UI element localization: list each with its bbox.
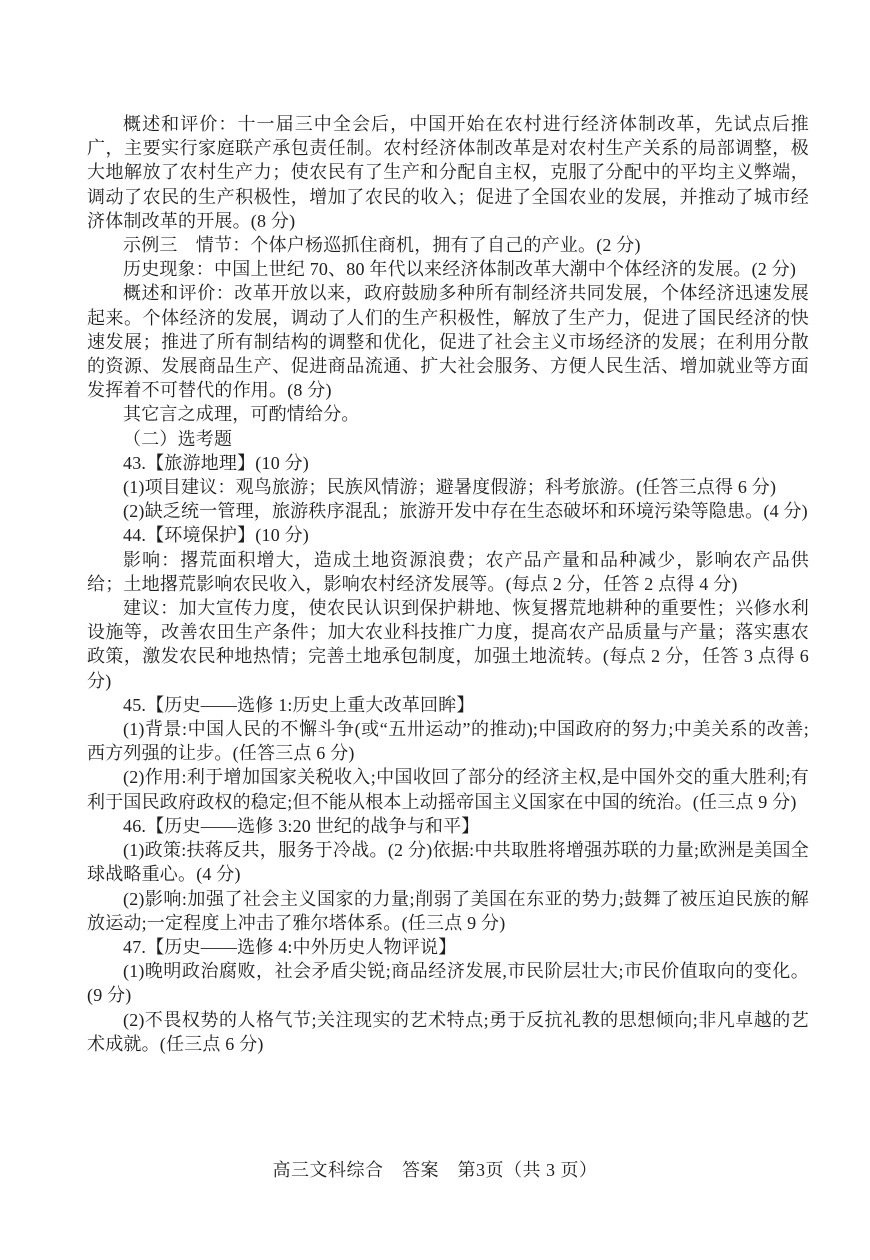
paragraph-q45-answer-1: (1)背景:中国人民的不懈斗争(或“五卅运动”的推动);中国政府的努力;中美关系的改善;西方列强的让步。(任答三点 6 分) <box>87 719 809 764</box>
paragraph-q42-example3-plot: 示例三 情节：个体户杨巡抓住商机，拥有了自己的产业。(2 分) <box>123 235 641 256</box>
page-footer: 高三文科综合 答案 第3页（共 3 页） <box>272 1160 598 1180</box>
answer-content <box>87 112 809 1056</box>
paragraph-q46-answer-1: (1)政策:扶蒋反共，服务于冷战。(2 分)依据:中共取胜将增强苏联的力量;欧洲是美国全球战略重心。(4 分) <box>87 840 809 885</box>
heading-q47-history-elective4: 47.【历史——选修 4:中外历史人物评说】 <box>123 936 457 957</box>
paragraph-q42-example3-overview-evaluation: 概述和评价：改革开放以来，政府鼓励多种所有制经济共同发展，个体经济迅速发展起来。个体经济的发展，调动了人们的生产积极性，解放了生产力，促进了国民经济的快速发展；推进了所有制结构的调整和优化，促进了社会主义市场经济的发展；在利用分散的资源、发展商品生产、促进商品流通、扩大社会服务、方便人民生活、增加就业等方面发挥着不可替代的作用。(8 分) <box>87 283 809 401</box>
paragraph-q44-suggestion: 建议：加大宣传力度，使农民认识到保护耕地、恢复撂荒地耕种的重要性；兴修水利设施等，改善农田生产条件；加大农业科技推广力度，提高农产品质量与产量；落实惠农政策，激发农民种地热情；完善土地承包制度，加强土地流转。(每点 2 分，任答 3 点得 6 分) <box>87 598 809 691</box>
paragraph-q42-example3-phenomenon: 历史现象：中国上世纪 70、80 年代以来经济体制改革大潮中个体经济的发展。(2 分) <box>123 259 797 280</box>
heading-q44-environment-protection: 44.【环境保护】(10 分) <box>123 525 309 546</box>
paragraph-q45-answer-2: (2)作用:利于增加国家关税收入;中国收回了部分的经济主权,是中国外交的重大胜利;有利于国民政府政权的稳定;但不能从根本上动摇帝国主义国家在中国的统治。(任三点 9 分) <box>87 767 809 812</box>
heading-q46-history-elective3: 46.【历史——选修 3:20 世纪的战争与和平】 <box>123 815 480 836</box>
paragraph-q46-answer-2: (2)影响:加强了社会主义国家的力量;削弱了美国在东亚的势力;鼓舞了被压迫民族的解放运动;一定程度上冲击了雅尔塔体系。(任三点 9 分) <box>87 888 809 933</box>
paragraph-q42-example2-overview-evaluation: 概述和评价：十一届三中全会后，中国开始在农村进行经济体制改革，先试点后推广，主要实行家庭联产承包责任制。农村经济体制改革是对农村生产关系的局部调整，极大地解放了农村生产力；使农民有了生产和分配自主权，克服了分配中的平均主义弊端，调动了农民的生产积极性，增加了农民的收入；促进了全国农业的发展，并推动了城市经济体制改革的开展。(8 分) <box>87 114 809 231</box>
paragraph-q47-answer-2: (2)不畏权势的人格气节;关注现实的艺术特点;勇于反抗礼教的思想倾向;非凡卓越的艺术成就。(任三点 6 分) <box>87 1009 809 1054</box>
heading-q43-tourism-geography: 43.【旅游地理】(10 分) <box>123 452 309 473</box>
paragraph-q47-answer-1: (1)晚明政治腐败，社会矛盾尖锐;商品经济发展,市民阶层壮大;市民价值取向的变化。(9 分) <box>87 961 809 1006</box>
heading-q45-history-elective1: 45.【历史——选修 1:历史上重大改革回眸】 <box>123 694 475 715</box>
paragraph-grading-note: 其它言之成理，可酌情给分。 <box>123 404 360 425</box>
paragraph-q44-impact: 影响：撂荒面积增大，造成土地资源浪费；农产品产量和品种减少，影响农产品供给；土地撂荒影响农民收入，影响农村经济发展等。(每点 2 分，任答 2 点得 4 分) <box>87 549 809 594</box>
paragraph-q43-answer-1: (1)项目建议：观鸟旅游；民族风情游；避暑度假游；科考旅游。(任答三点得 6 分) <box>123 477 777 498</box>
heading-optional-questions: （二）选考题 <box>123 428 233 449</box>
paragraph-q43-answer-2: (2)缺乏统一管理，旅游秩序混乱；旅游开发中存在生态破坏和环境污染等隐患。(4 分) <box>123 501 808 522</box>
